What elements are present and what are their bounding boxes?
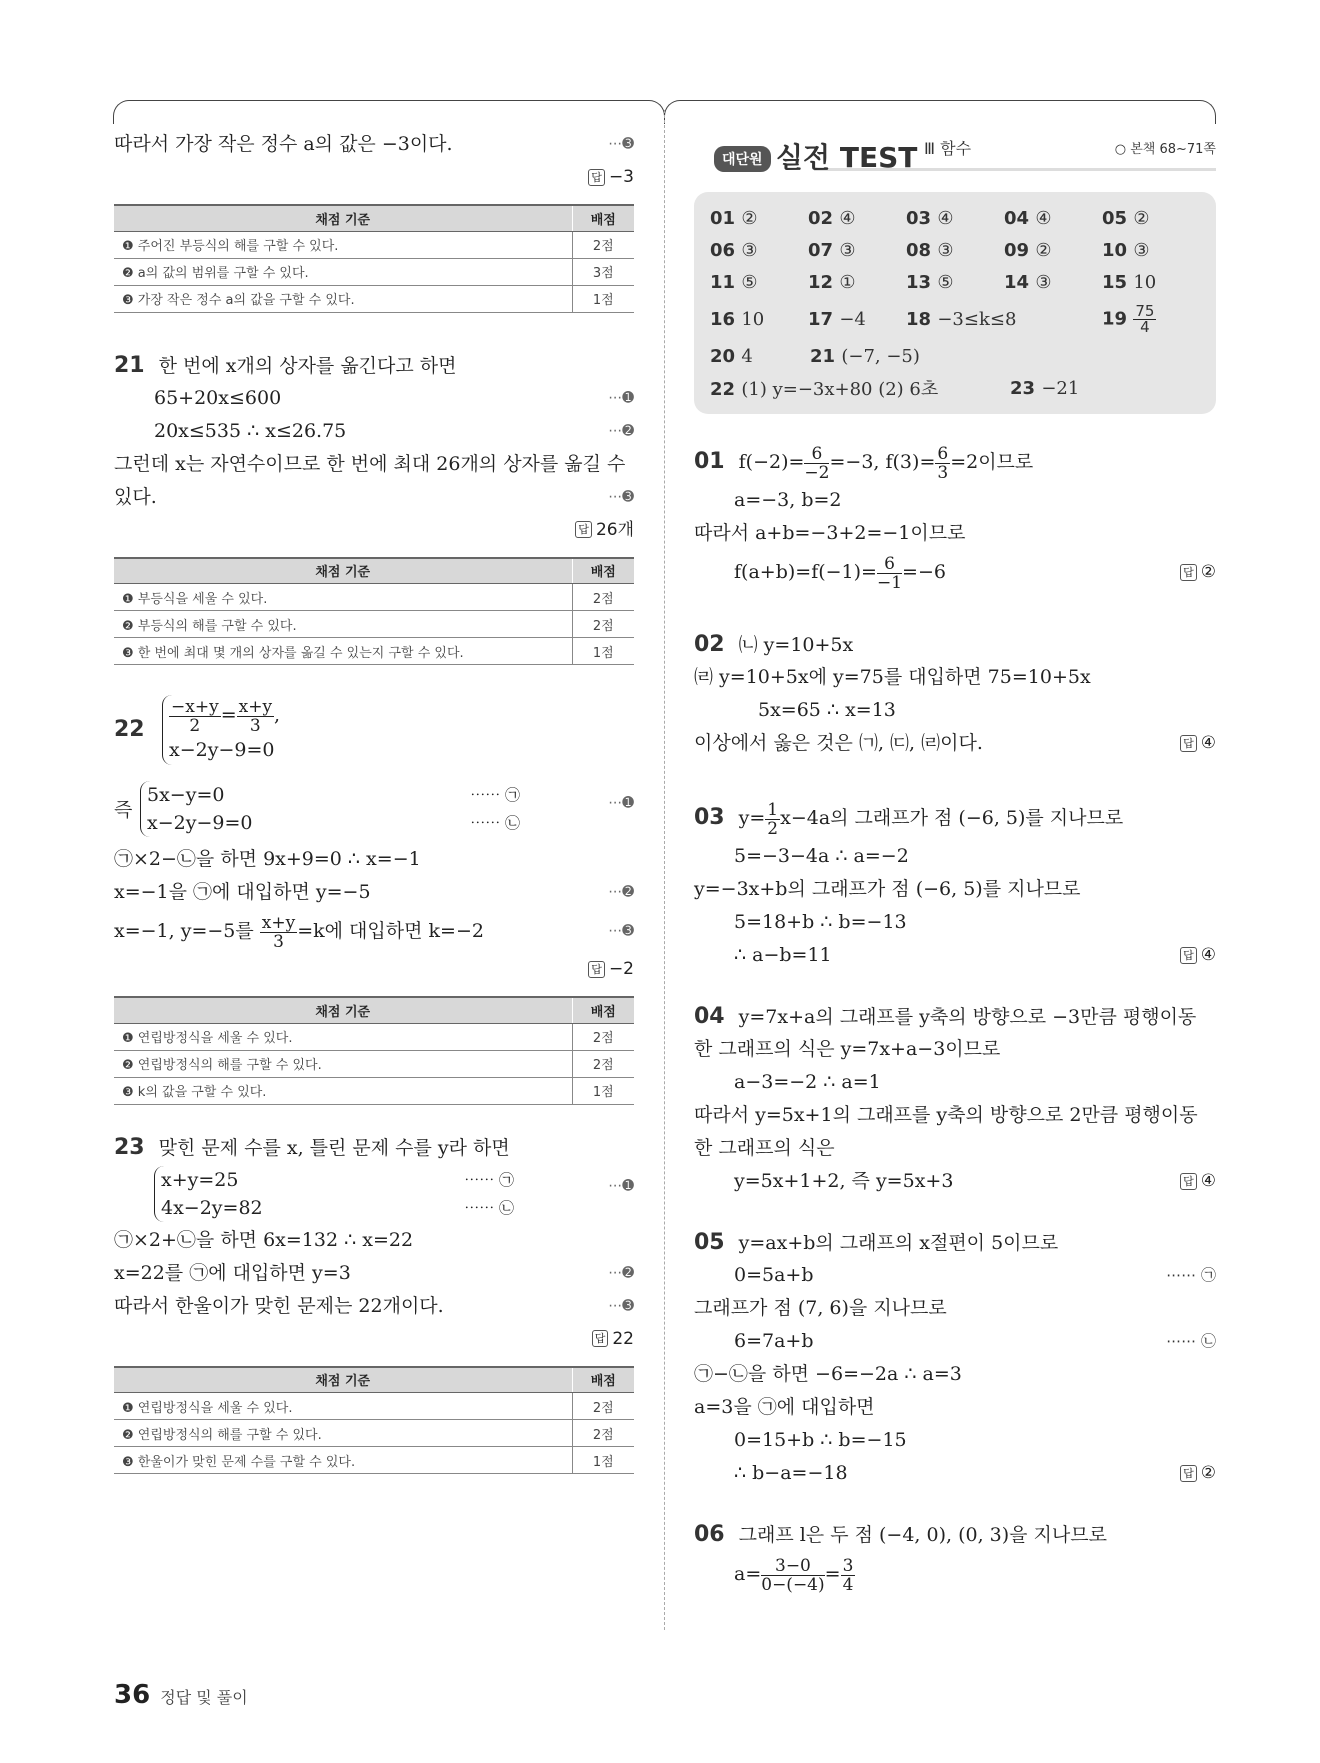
unit-label: Ⅲ 함수 bbox=[924, 139, 972, 158]
sol02-line1: 02 ㈁ y=10+5x bbox=[694, 632, 854, 657]
table-row: ❷ 연립방정식의 해를 구할 수 있다. 2점 bbox=[114, 1050, 634, 1077]
page-footer bbox=[114, 1680, 248, 1710]
grading-table-4: 채점 기준 배점 ❶ 연립방정식을 세울 수 있다. 2점 ❷ 연립방정식의 해를 구할 수 있다. 2점 ❸ 한울이가 맞힌 문제 수를 구할 수 있다. 1점 bbox=[114, 1366, 634, 1475]
table-row: ❸ k의 값을 구할 수 있다. 1점 bbox=[114, 1077, 634, 1104]
answer-cell: 01 ② bbox=[710, 207, 758, 229]
answer-key bbox=[694, 192, 1216, 414]
q21-line1: 21 한 번에 x개의 상자를 옮긴다고 하면 bbox=[114, 352, 457, 378]
table-row: ❸ 가장 작은 정수 a의 값을 구할 수 있다. 1점 bbox=[114, 285, 634, 312]
page-title: 실전 TEST bbox=[776, 141, 918, 174]
table-row: ❸ 한 번에 최대 몇 개의 상자를 옮길 수 있는지 구할 수 있다. 1점 bbox=[114, 638, 634, 665]
table-row: ❷ 연립방정식의 해를 구할 수 있다. 2점 bbox=[114, 1420, 634, 1447]
answer-row: 20 4 21 (−7, −5) bbox=[710, 345, 920, 367]
answer-line: 답 22 bbox=[114, 1323, 634, 1356]
table-row: ❷ 부등식의 해를 구할 수 있다. 2점 bbox=[114, 611, 634, 638]
table-row: ❶ 주어진 부등식의 해를 구할 수 있다. 2점 bbox=[114, 231, 634, 258]
answer-row: 11 ⑤ 12 ① 13 ⑤ 14 ③ 15 10 bbox=[710, 271, 1157, 293]
intro-line: 따라서 가장 작은 정수 a의 값은 −3이다. ⋯➌ bbox=[114, 133, 634, 155]
answer-line: 답 26개 bbox=[114, 514, 634, 547]
left-column: 따라서 가장 작은 정수 a의 값은 −3이다. ⋯➌ 답 −3 채점 기준 배점 ❶ 주어진 부등식의 해를 구할 수 있다. 2점 ❷ a의 값의 범위를 구할 수 있다. 3점 ❸ 가장 작은 정수 a의 값을 구할 수 있다. 1점 21 한 번에 x개의 상자를 옮긴다고 하면 65+20x≤600 ⋯➊ 20x≤535 ∴ x≤26.75 ⋯➋ 그런데 x는 자연수이므로 한 번에 최대 26개의 상자를 옮길 수 있다. ⋯➌ 답 26개 채점 기준 배점 ❶ 부등식을 세울 수 있다. 2점 ❷ 부등식의 해를 구할 수 있다. 2점 ❸ 한 번에 최대 몇 개의 상자를 옮길 수 있는지 구할 수 있다. 1점 22 $\frac{-x+y}{2}$ = $\frac{x+y}{3}$ , x−2y−9=0 즉 5x−y=0 ⋯⋯ ㉠ x−2y−9=0 ⋯⋯ ㉡ ⋯➊ ㉠×2−㉡을 하면 9x+9=0 ∴ x=−1 x=−1을 ㉠에 대입하면 y=−5 ⋯➋ x=−1, y=−5를 $\frac{x+y}{3}$ =k에 대입하면 k=−2 ⋯➌ 답 −2 채점 기준 배점 ❶ 연립방정식을 세울 수 있다. 2점 ❷ 연립방정식의 해를 구할 수 있다. 2점 ❸ k의 값을 구할 수 있다. 1점 23 맞힌 문제 수를 x, 틀린 문제 수를 y라 하면 x+y=25 ⋯⋯ ㉠ 4x−2y=82 ⋯⋯ ㉡ ⋯➊ ㉠×2+㉡을 하면 6x=132 ∴ x=22 x=22를 ㉠에 대입하면 y=3 ⋯➋ 따라서 한울이가 맞힌 문제는 22개이다. ⋯➌ 답 22 채점 기준 배점 ❶ 연립방정식을 세울 수 있다. 2점 ❷ 연립방정식의 해를 구할 수 있다. 2점 ❸ 한울이가 맞힌 문제 수를 구할 수 있다. 1점 bbox=[114, 128, 634, 1474]
grading-table-2: 채점 기준 배점 ❶ 부등식을 세울 수 있다. 2점 ❷ 부등식의 해를 구할 수 있다. 2점 ❸ 한 번에 최대 몇 개의 상자를 옮길 수 있는지 구할 수 있다. 1점 bbox=[114, 557, 634, 666]
q22-system2: 즉 5x−y=0 ⋯⋯ ㉠ x−2y−9=0 ⋯⋯ ㉡ ⋯➊ bbox=[114, 779, 634, 843]
table-row: ❶ 연립방정식을 세울 수 있다. 2점 bbox=[114, 1023, 634, 1050]
sol04-line1: 04 y=7x+a의 그래프를 y축의 방향으로 −3만큼 평행이동 bbox=[694, 1004, 1197, 1029]
footer-title: 정답 및 풀이 bbox=[160, 1688, 248, 1707]
grading-table-1: 채점 기준 배점 ❶ 주어진 부등식의 해를 구할 수 있다. 2점 ❷ a의 값의 범위를 구할 수 있다. 3점 ❸ 가장 작은 정수 a의 값을 구할 수 있다. 1점 bbox=[114, 204, 634, 313]
q23-system: x+y=25 ⋯⋯ ㉠ 4x−2y=82 ⋯⋯ ㉡ ⋯➊ bbox=[114, 1164, 634, 1224]
page-number: 36 bbox=[114, 1680, 151, 1710]
left-frame bbox=[113, 100, 665, 124]
right-frame bbox=[664, 100, 1216, 124]
sol06-line1: 06 그래프 l은 두 점 (−4, 0), (0, 3)을 지나므로 bbox=[694, 1522, 1107, 1547]
answer-row: 16 10 17 −4 18 −3≤k≤8 19 $\frac{75}{4}$ bbox=[710, 301, 1155, 336]
answer-line: 답 −3 bbox=[114, 161, 634, 194]
table-row: ❷ a의 값의 범위를 구할 수 있다. 3점 bbox=[114, 258, 634, 285]
answer-line: 답 −2 bbox=[114, 953, 634, 986]
sol03-line1: 03 y= $\frac{1}{2}$ x−4a의 그래프가 점 (−6, 5)를 지나므로 bbox=[694, 799, 1124, 839]
grading-table-3: 채점 기준 배점 ❶ 연립방정식을 세울 수 있다. 2점 ❷ 연립방정식의 해를 구할 수 있다. 2점 ❸ k의 값을 구할 수 있다. 1점 bbox=[114, 996, 634, 1105]
sol01-line1: 01 f(−2)= $\frac{6}{-2}$ =−3, f(3)= $\frac{6}{3}$ =2이므로 bbox=[694, 443, 1034, 483]
answer-row: 22 (1) y=−3x+80 (2) 6초 23 −21 bbox=[710, 377, 1080, 400]
unit-pill: 대단원 bbox=[714, 146, 771, 172]
answer-row: 06 ③ 07 ③ 08 ③ 09 ② 10 ③ bbox=[710, 239, 1150, 261]
right-column: 대단원 실전 TEST Ⅲ 함수 ○ 본책 68~71쪽 01 ② 02 ④ 03 ④ 04 ④ 05 ② 06 ③ 07 ③ 08 ③ 09 ② 10 ③ 11 ⑤ 12 ① 13 ⑤ 14 ③ 15 10 16 10 17 −4 18 −3≤k≤8 19 $\frac{75}{4}$ 20 4 21 (−7, −5) 22 (1) y=−3x+80 (2) 6초 23 −21 01 f(−2)= $\frac{6}{-2}$ =−3, f(3)= $\frac{6}{3}$ =2이므로 a=−3, b=2 따라서 a+b=−3+2=−1이므로 f(a+b)=f(−1)= $\frac{6}{-1}$ =−6 답 ② 02 ㈁ y=10+5x ㈃ y=10+5x에 y=75를 대입하면 75=10+5x 5x=65 ∴ x=13 이상에서 옳은 것은 ㈀, ㈂, ㈃이다. 답 ④ 03 y= $\frac{1}{2}$ x−4a의 그래프가 점 (−6, 5)를 지나므로 5=−3−4a ∴ a=−2 y=−3x+b의 그래프가 점 (−6, 5)를 지나므로 5=18+b ∴ b=−13 ∴ a−b=11 답 ④ 04 y=7x+a의 그래프를 y축의 방향으로 −3만큼 평행이동 한 그래프의 식은 y=7x+a−3이므로 a−3=−2 ∴ a=1 따라서 y=5x+1의 그래프를 y축의 방향으로 2만큼 평행이동 한 그래프의 식은 y=5x+1+2, 즉 y=5x+3 답 ④ 05 y=ax+b의 그래프의 x절편이 5이므로 0=5a+b ⋯⋯ ㉠ 그래프가 점 (7, 6)을 지나므로 6=7a+b ⋯⋯ ㉡ ㉠−㉡을 하면 −6=−2a ∴ a=3 a=3을 ㉠에 대입하면 0=15+b ∴ b=−15 ∴ b−a=−18 답 ② 06 그래프 l은 두 점 (−4, 0), (0, 3)을 지나므로 a= $\frac{3-0}{0-(-4)}$ = $\frac{3}{4}$ bbox=[694, 128, 1216, 1597]
table-row: ❸ 한울이가 맞힌 문제 수를 구할 수 있다. 1점 bbox=[114, 1447, 634, 1474]
column-divider bbox=[664, 110, 665, 1630]
answer-row: 01 ② 02 ④ 03 ④ 04 ④ 05 ② bbox=[710, 207, 1150, 229]
table-row: ❶ 부등식을 세울 수 있다. 2점 bbox=[114, 584, 634, 611]
page-reference: ○ 본책 68~71쪽 bbox=[1114, 142, 1216, 157]
section-header bbox=[694, 128, 1216, 188]
q22-system: 22 $\frac{-x+y}{2}$ = $\frac{x+y}{3}$ , x−2y−9=0 bbox=[114, 695, 634, 769]
table-row: ❶ 연립방정식을 세울 수 있다. 2점 bbox=[114, 1393, 634, 1420]
sol05-line1: 05 y=ax+b의 그래프의 x절편이 5이므로 bbox=[694, 1230, 1059, 1255]
q23-line1: 23 맞힌 문제 수를 x, 틀린 문제 수를 y라 하면 bbox=[114, 1134, 510, 1160]
